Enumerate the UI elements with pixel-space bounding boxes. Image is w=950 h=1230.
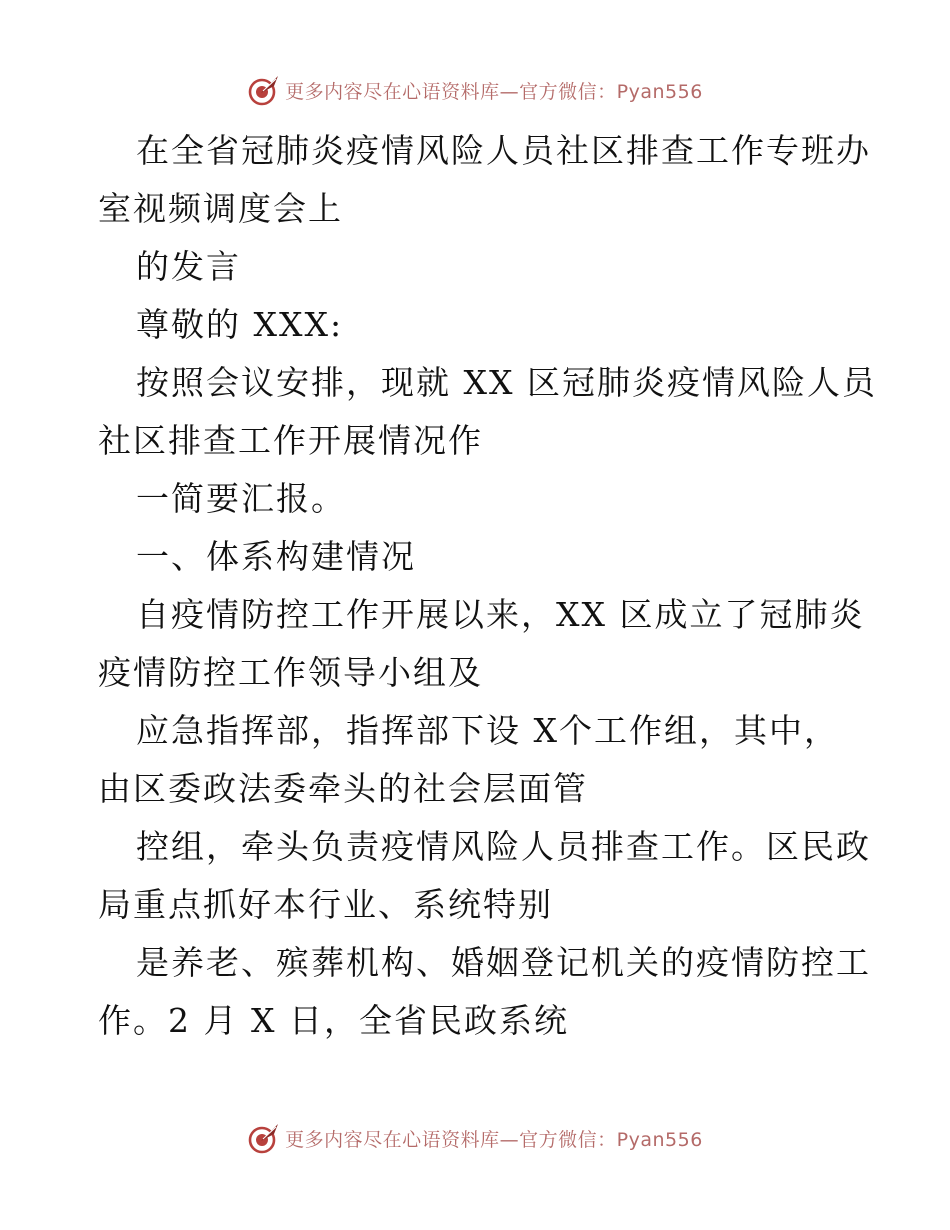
banner-text: 更多内容尽在心语资料库—官方微信：Pyan556 [285, 1128, 703, 1151]
text-line: 应急指挥部，指挥部下设 X个工作组，其中， [136, 711, 839, 750]
text-line: 尊敬的 XXX: [136, 305, 344, 344]
text-line: 疫情防控工作领导小组及 [98, 653, 483, 692]
text-line: 由区委政法委牵头的社会层面管 [98, 769, 588, 808]
footer-watermark-banner [0, 1118, 950, 1158]
text-line: 的发言 [136, 247, 241, 286]
text-line: 室视频调度会上 [98, 189, 343, 228]
text-line: 局重点抓好本行业、系统特别 [98, 885, 553, 924]
text-line: 一、体系构建情况 [136, 537, 416, 576]
quill-logo-icon [247, 73, 281, 107]
banner-text: 更多内容尽在心语资料库—官方微信：Pyan556 [285, 80, 703, 103]
document-body [98, 122, 877, 1050]
text-line: 是养老、殡葬机构、婚姻登记机关的疫情防控工 [136, 943, 871, 982]
text-line: 控组，牵头负责疫情风险人员排查工作。区民政 [136, 827, 871, 866]
header-watermark-banner [0, 70, 950, 110]
quill-logo-icon [247, 1121, 281, 1155]
text-line: 自疫情防控工作开展以来，XX 区成立了冠肺炎 [136, 595, 865, 634]
text-line: 作。2 月 X 日，全省民政系统 [98, 1001, 569, 1040]
text-line: 社区排查工作开展情况作 [98, 421, 483, 460]
text-line: 按照会议安排，现就 XX 区冠肺炎疫情风险人员 [136, 363, 877, 402]
text-line: 一简要汇报。 [136, 479, 346, 518]
text-line: 在全省冠肺炎疫情风险人员社区排查工作专班办 [136, 131, 871, 170]
